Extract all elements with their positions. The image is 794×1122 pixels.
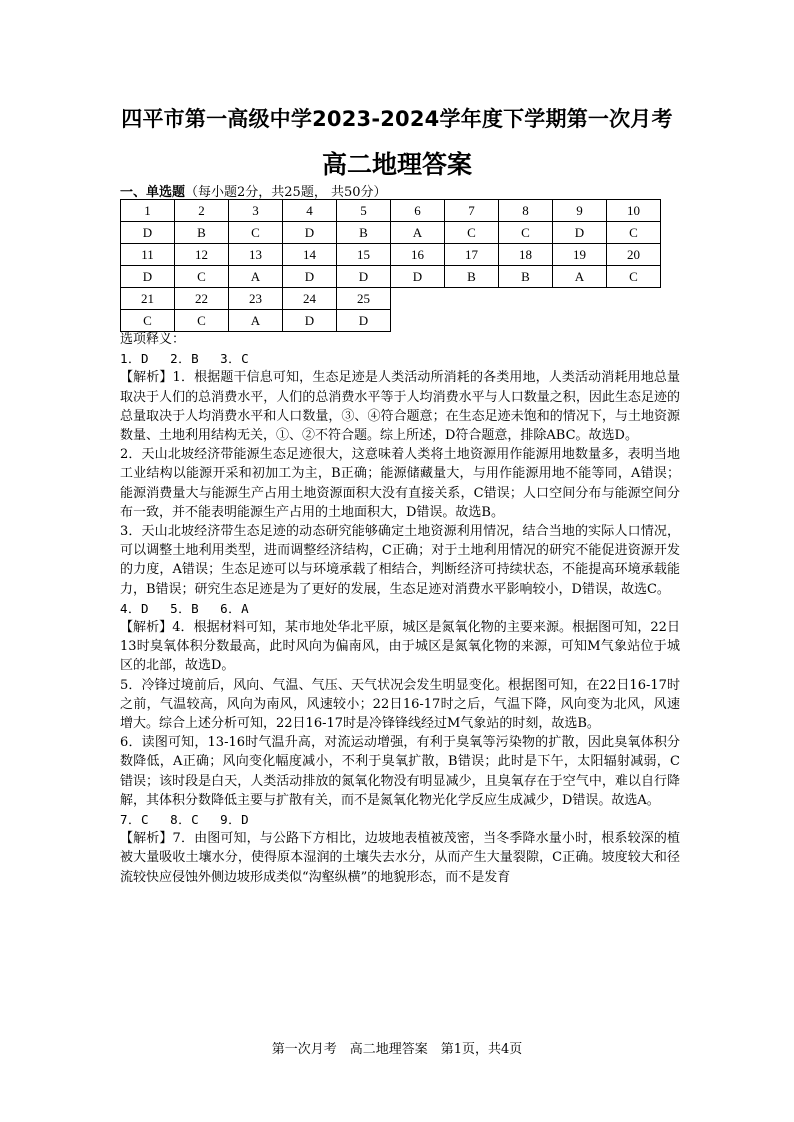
section-heading-note: （每小题2分，共25题， 共50分） — [185, 185, 387, 200]
section-heading-label: 一、单选题 — [120, 185, 186, 200]
empty-cell — [607, 310, 661, 332]
answer-table — [120, 199, 661, 332]
question-number-cell: 21 — [121, 288, 175, 310]
answer-cell: D — [283, 266, 337, 288]
explanation-paragraph: 2．天山北坡经济带能源生态足迹很大，这意味着人类将土地资源用作能源用地数量多，表明当地工业结构以能源开采和初加工为主，B正确；能源储藏量大，与用作能源用地不能等同，A错误；能源消费量大与能源生产占用土地资源面积大没有直接关系，C错误；人口空间分布与能源空间分布一致，并不能表明能源生产占用的土地面积大，D错误。故选B。 — [120, 447, 680, 520]
question-number-cell: 9 — [553, 200, 607, 222]
answer-group-3: 7．C 8．C 9．D — [120, 812, 250, 828]
answer-cell: B — [499, 266, 553, 288]
answer-row — [121, 310, 661, 332]
question-number-row — [121, 244, 661, 266]
answer-cell: C — [175, 310, 229, 332]
explanation-paragraph: 【解析】7．由图可知，与公路下方相比，边坡地表植被茂密，当冬季降水量小时，根系较深的植被大量吸收土壤水分，使得原本湿润的土壤失去水分，从而产生大量裂隙，C正确。坡度较大和径流较快应侵蚀外侧边坡形成类似“沟壑纵横”的地貌形态，而不是发育 — [120, 831, 680, 885]
section-heading — [120, 181, 387, 200]
question-number-cell: 17 — [445, 244, 499, 266]
question-number-cell: 14 — [283, 244, 337, 266]
answer-cell: C — [175, 266, 229, 288]
empty-cell — [391, 310, 445, 332]
question-number-cell: 15 — [337, 244, 391, 266]
document-title: 四平市第一高级中学2023-2024学年度下学期第一次月考 — [121, 107, 673, 131]
answer-cell: A — [229, 266, 283, 288]
question-number-cell: 1 — [121, 200, 175, 222]
empty-cell — [607, 288, 661, 310]
answer-row — [121, 222, 661, 244]
question-number-cell: 19 — [553, 244, 607, 266]
explanations-intro: 选项释义： — [120, 332, 186, 347]
question-number-cell: 18 — [499, 244, 553, 266]
question-number-cell: 6 — [391, 200, 445, 222]
question-number-cell: 20 — [607, 244, 661, 266]
answer-group-1: 1．D 2．B 3．C — [120, 351, 250, 367]
empty-cell — [553, 288, 607, 310]
answer-cell: C — [499, 222, 553, 244]
question-number-cell: 12 — [175, 244, 229, 266]
empty-cell — [499, 310, 553, 332]
answer-cell: C — [121, 310, 175, 332]
answer-cell: A — [553, 266, 607, 288]
explanation-paragraph: 5．冷锋过境前后，风向、气温、气压、天气状况会发生明显变化。根据图可知，在22日16-17时之前，气温较高，风向为南风，风速较小；22日16-17时之后，气温下降，风向变为北风，风速增大。综合上述分析可知，22日16-17时是冷锋锋线经过M气象站的时刻，故选B。 — [120, 677, 680, 732]
empty-cell — [391, 288, 445, 310]
question-number-cell: 10 — [607, 200, 661, 222]
explanation-paragraph: 【解析】1．根据题干信息可知，生态足迹是人类活动所消耗的各类用地，人类活动消耗用地总量取决于人们的总消费水平，人们的总消费水平等于人均消费水平与人口数量之积，因此生态足迹的总量取决于人均消费水平和人口数量，③、④符合题意；在生态足迹未饱和的情况下，与土地资源数量、土地利用结构无关，①、②不符合题。综上所述，D符合题意，排除ABC。故选D。 — [120, 370, 680, 444]
answer-cell: D — [283, 222, 337, 244]
answer-group-2: 4．D 5．B 6．A — [120, 600, 250, 616]
question-number-cell: 7 — [445, 200, 499, 222]
explanations — [120, 330, 680, 887]
explanation-paragraph: 【解析】4．根据材料可知，某市地处华北平原，城区是氮氧化物的主要来源。根据图可知，22日13时臭氧体积分数最高，此时风向为偏南风，由于城区是氮氧化物的来源，可知M气象站位于城区的北部，故选D。 — [120, 620, 680, 674]
answer-cell: D — [391, 266, 445, 288]
question-number-cell: 25 — [337, 288, 391, 310]
question-number-cell: 13 — [229, 244, 283, 266]
answer-cell: B — [445, 266, 499, 288]
empty-cell — [553, 310, 607, 332]
answer-cell: D — [337, 310, 391, 332]
question-number-cell: 16 — [391, 244, 445, 266]
question-number-cell: 2 — [175, 200, 229, 222]
document-subtitle: 高二地理答案 — [321, 150, 472, 179]
question-number-cell: 23 — [229, 288, 283, 310]
answer-cell: C — [229, 222, 283, 244]
answer-cell: C — [607, 266, 661, 288]
question-number-cell: 3 — [229, 200, 283, 222]
question-number-cell: 8 — [499, 200, 553, 222]
question-number-row — [121, 288, 661, 310]
answer-cell: B — [175, 222, 229, 244]
question-number-cell: 4 — [283, 200, 337, 222]
explanation-paragraph: 3．天山北坡经济带生态足迹的动态研究能够确定土地资源利用情况，结合当地的实际人口情况，可以调整土地利用类型，进而调整经济结构，C正确；对于土地利用情况的研究不能促进资源开发的力度，A错误；生态足迹可以与环境承载了相结合，判断经济可持续状态，不能提高环境承载能力，B错误；研究生态足迹是为了更好的发展，生态足迹对消费水平影响较小，D错误，故选C。 — [120, 524, 680, 597]
answer-cell: B — [337, 222, 391, 244]
empty-cell — [499, 288, 553, 310]
answer-cell: D — [553, 222, 607, 244]
question-number-cell: 5 — [337, 200, 391, 222]
question-number-cell: 22 — [175, 288, 229, 310]
empty-cell — [445, 288, 499, 310]
answer-cell: A — [391, 222, 445, 244]
empty-cell — [445, 310, 499, 332]
answer-row — [121, 266, 661, 288]
page-footer: 第一次月考 高二地理答案 第1页，共4页 — [271, 1042, 523, 1057]
answer-cell: C — [445, 222, 499, 244]
question-number-cell: 11 — [121, 244, 175, 266]
answer-cell: D — [337, 266, 391, 288]
answer-cell: D — [283, 310, 337, 332]
answer-cell: D — [121, 222, 175, 244]
answer-cell: D — [121, 266, 175, 288]
explanation-paragraph: 6．读图可知，13-16时气温升高，对流运动增强，有利于臭氧等污染物的扩散，因此臭氧体积分数降低，A正确；风向变化幅度减小，不利于臭氧扩散，B错误；此时是下午，太阳辐射减弱，C错误；该时段是白天，人类活动排放的氮氧化物没有明显减少，且臭氧存在于空气中，难以自行降解，其体积分数降低主要与扩散有关，而不是氮氧化物光化学反应生成减少，D错误。故选A。 — [120, 735, 680, 808]
answer-cell: A — [229, 310, 283, 332]
question-number-row — [121, 200, 661, 222]
answer-cell: C — [607, 222, 661, 244]
question-number-cell: 24 — [283, 288, 337, 310]
